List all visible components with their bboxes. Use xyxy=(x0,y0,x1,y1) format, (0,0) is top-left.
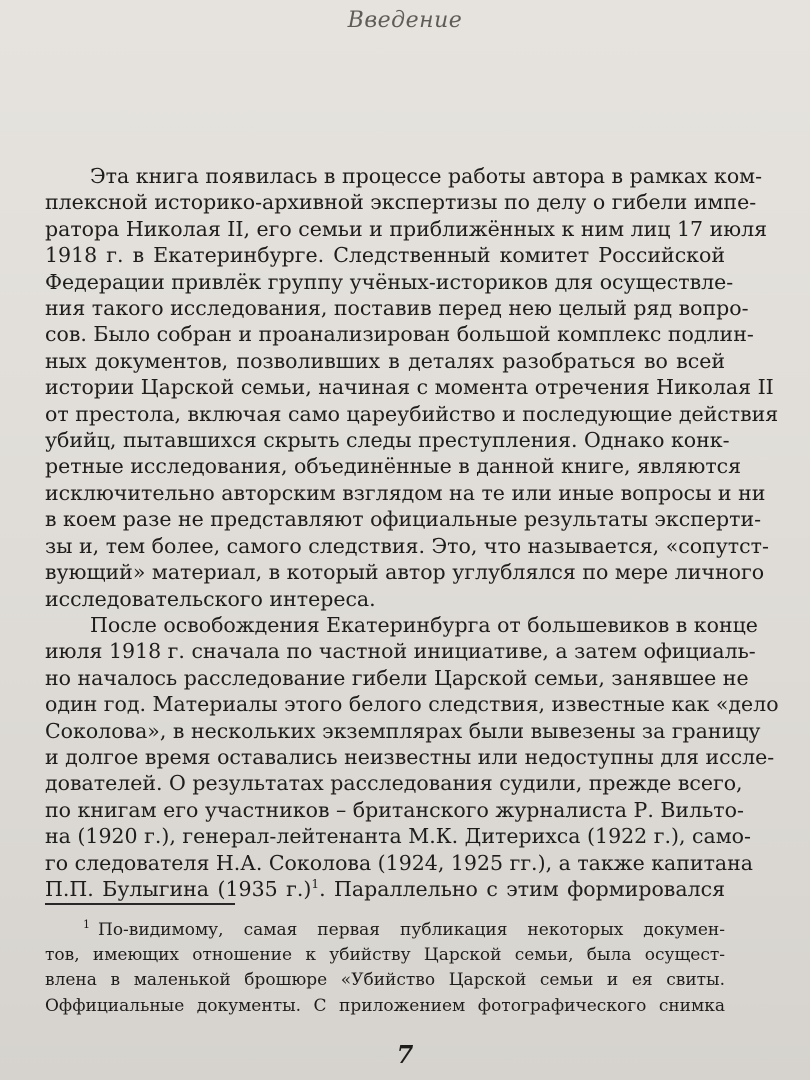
text-line: в коем разе не представляют официальные результаты эксперти- xyxy=(45,507,762,532)
text-line: ретные исследования, объединённые в данной книге, являются xyxy=(45,454,742,479)
text-line: на (1920 г.), генерал-лейтенанта М.К. Дитерихса (1922 г.), само- xyxy=(45,824,751,849)
footnote-line: Оффициальные документы. С приложением фотографического снимка xyxy=(45,995,725,1016)
text-line: истории Царской семьи, начиная с момента отречения Николая II xyxy=(45,375,774,400)
text-line: дователей. О результатах расследования судили, прежде всего, xyxy=(45,771,743,796)
page-number: 7 xyxy=(396,1040,414,1069)
text-line: исключительно авторским взглядом на те или иные вопросы и ни xyxy=(45,480,766,505)
text-line-with-footnote-ref xyxy=(45,876,725,902)
text-line: сов. Было собран и проанализирован большой комплекс подлин- xyxy=(45,322,754,347)
text-line: июля 1918 г. сначала по частной инициативе, а затем официаль- xyxy=(45,639,756,664)
text-fragment: . Параллельно с этим формировался xyxy=(319,876,726,901)
text-line: Соколова», в нескольких экземплярах были вывезены за границу xyxy=(45,718,761,743)
text-line: убийц, пытавшихся скрыть следы преступления. Однако конк- xyxy=(45,428,730,453)
text-line: вующий» материал, в который автор углублялся по мере личного xyxy=(45,560,765,585)
text-line: Эта книга появилась в процессе работы автора в рамках ком- xyxy=(90,164,763,188)
text-line: 1918 г. в Екатеринбурге. Следственный комитет Российской xyxy=(45,243,725,268)
text-line: плексной историко-архивной экспертизы по делу о гибели импе- xyxy=(45,190,757,215)
footnote-block xyxy=(45,918,725,1019)
text-line: го следователя Н.А. Соколова (1924, 1925 гг.), а также капитана xyxy=(45,850,754,875)
text-line: ратора Николая II, его семьи и приближённых к ним лиц 17 июля xyxy=(45,216,768,241)
main-text xyxy=(45,163,779,902)
text-line: После освобождения Екатеринбурга от большевиков в конце xyxy=(90,612,758,637)
footnote-line: влена в маленькой брошюре «Убийство Царской семьи и ея свиты. xyxy=(45,970,725,991)
footnote-reference[interactable]: 1 xyxy=(311,877,320,892)
footnote-divider xyxy=(45,903,235,905)
text-line: ния такого исследования, поставив перед нею целый ряд вопро- xyxy=(45,296,749,321)
text-fragment: П.П. Булыгина (1935 г.) xyxy=(45,876,312,901)
footnote-text: По-видимому, самая первая публикация некоторых докумен- xyxy=(98,920,725,940)
text-line: ных документов, позволивших в деталях разобраться во всей xyxy=(45,348,725,373)
footnote-marker: 1 xyxy=(83,918,90,932)
running-header: Введение xyxy=(347,8,463,33)
text-line: один год. Материалы этого белого следствия, известные как «дело xyxy=(45,692,779,717)
text-line: от престола, включая само цареубийство и последующие действия xyxy=(45,401,779,426)
text-line: но началось расследование гибели Царской семьи, занявшее не xyxy=(45,665,749,690)
text-line: зы и, тем более, самого следствия. Это, что называется, «сопутст- xyxy=(45,533,769,558)
text-line: исследовательского интереса. xyxy=(45,586,376,611)
footnote-line xyxy=(45,918,725,943)
text-line: Федерации привлёк группу учёных-историков для осуществле- xyxy=(45,269,734,294)
text-line: и долгое время оставались неизвестны или недоступны для иссле- xyxy=(45,744,775,769)
footnote-line: тов, имеющих отношение к убийству Царской семьи, была осущест- xyxy=(45,945,725,966)
text-line: по книгам его участников – британского журналиста Р. Вильто- xyxy=(45,797,744,822)
